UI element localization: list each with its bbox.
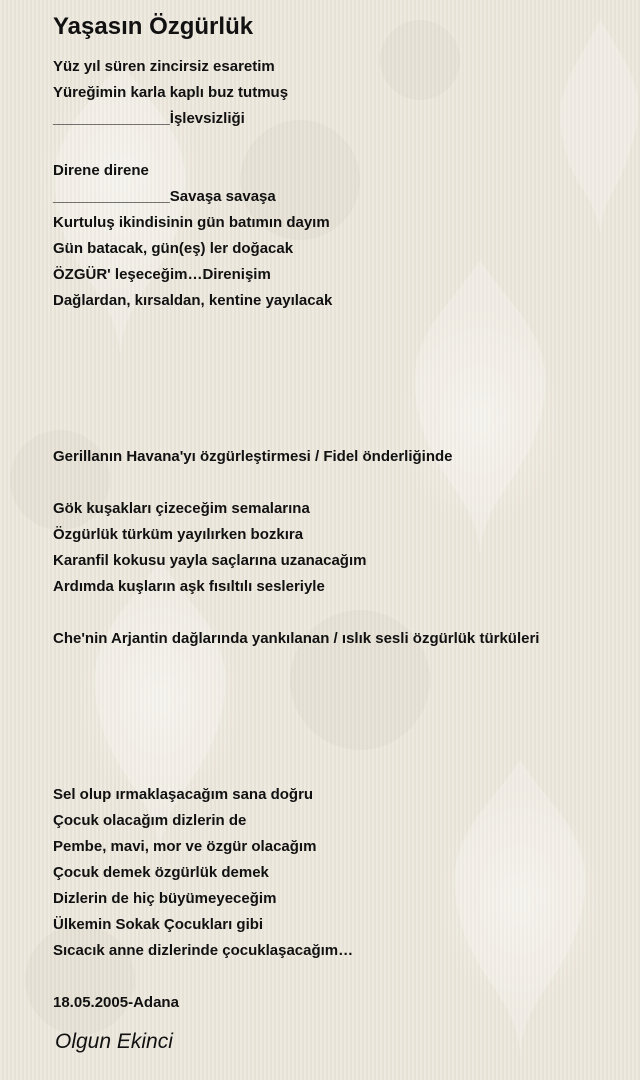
poem-line: Gerillanın Havana'yı özgürleştirmesi / Fidel önderliğinde — [53, 448, 453, 465]
poem-line: Gök kuşakları çizeceğim semalarına — [53, 500, 310, 517]
poem-line: Çocuk olacağım dizlerin de — [53, 812, 247, 829]
poem-line: Karanfil kokusu yayla saçlarına uzanacağım — [53, 552, 367, 569]
stanza-break — [53, 366, 623, 392]
stanza-break — [53, 704, 623, 730]
poem-line: Che'nin Arjantin dağlarında yankılanan / ıslık sesli özgürlük türküleri — [53, 630, 540, 647]
poem-line: Dizlerin de hiç büyümeyeceğim — [53, 890, 277, 907]
stanza-break — [53, 964, 623, 990]
stanza-break — [53, 756, 623, 782]
stanza-break — [53, 340, 623, 366]
stanza-break — [53, 132, 623, 158]
poem-title: Yaşasın Özgürlük — [53, 13, 254, 40]
stanza-break — [53, 652, 623, 678]
poem-line: Kurtuluş ikindisinin gün batımın dayım — [53, 214, 330, 231]
stanza-break — [53, 392, 623, 418]
poem-line: Direne direne — [53, 162, 149, 179]
poem-line: Yüreğimin karla kaplı buz tutmuş — [53, 84, 289, 101]
poem-line: ______________Savaşa savaşa — [53, 188, 276, 205]
poem-line: Ülkemin Sokak Çocukları gibi — [53, 916, 264, 933]
stanza-break — [53, 418, 623, 444]
poem-line: Ardımda kuşların aşk fısıltılı sesleriyle — [53, 578, 325, 595]
stanza-break — [53, 600, 623, 626]
poem-line: Pembe, mavi, mor ve özgür olacağım — [53, 838, 317, 855]
poem-line: 18.05.2005-Adana — [53, 994, 179, 1011]
poem-line: Yüz yıl süren zincirsiz esaretim — [53, 58, 275, 75]
poem-line: Çocuk demek özgürlük demek — [53, 864, 269, 881]
poem-container — [53, 10, 623, 1054]
poem-line: ______________İşlevsizliği — [53, 110, 245, 127]
poem-line: Dağlardan, kırsaldan, kentine yayılacak — [53, 292, 333, 309]
poem-body — [53, 54, 623, 1016]
poem-line: Özgürlük türküm yayılırken bozkıra — [53, 526, 304, 543]
poem-line: ÖZGÜR' leşeceğim…Direnişim — [53, 266, 271, 283]
poem-line: Sıcacık anne dizlerinde çocuklaşacağım… — [53, 942, 354, 959]
stanza-break — [53, 730, 623, 756]
poem-line: Sel olup ırmaklaşacağım sana doğru — [53, 786, 314, 803]
poem-line: Gün batacak, gün(eş) ler doğacak — [53, 240, 294, 257]
stanza-break — [53, 678, 623, 704]
stanza-break — [53, 314, 623, 340]
poem-author: Olgun Ekinci — [55, 1030, 173, 1053]
stanza-break — [53, 470, 623, 496]
